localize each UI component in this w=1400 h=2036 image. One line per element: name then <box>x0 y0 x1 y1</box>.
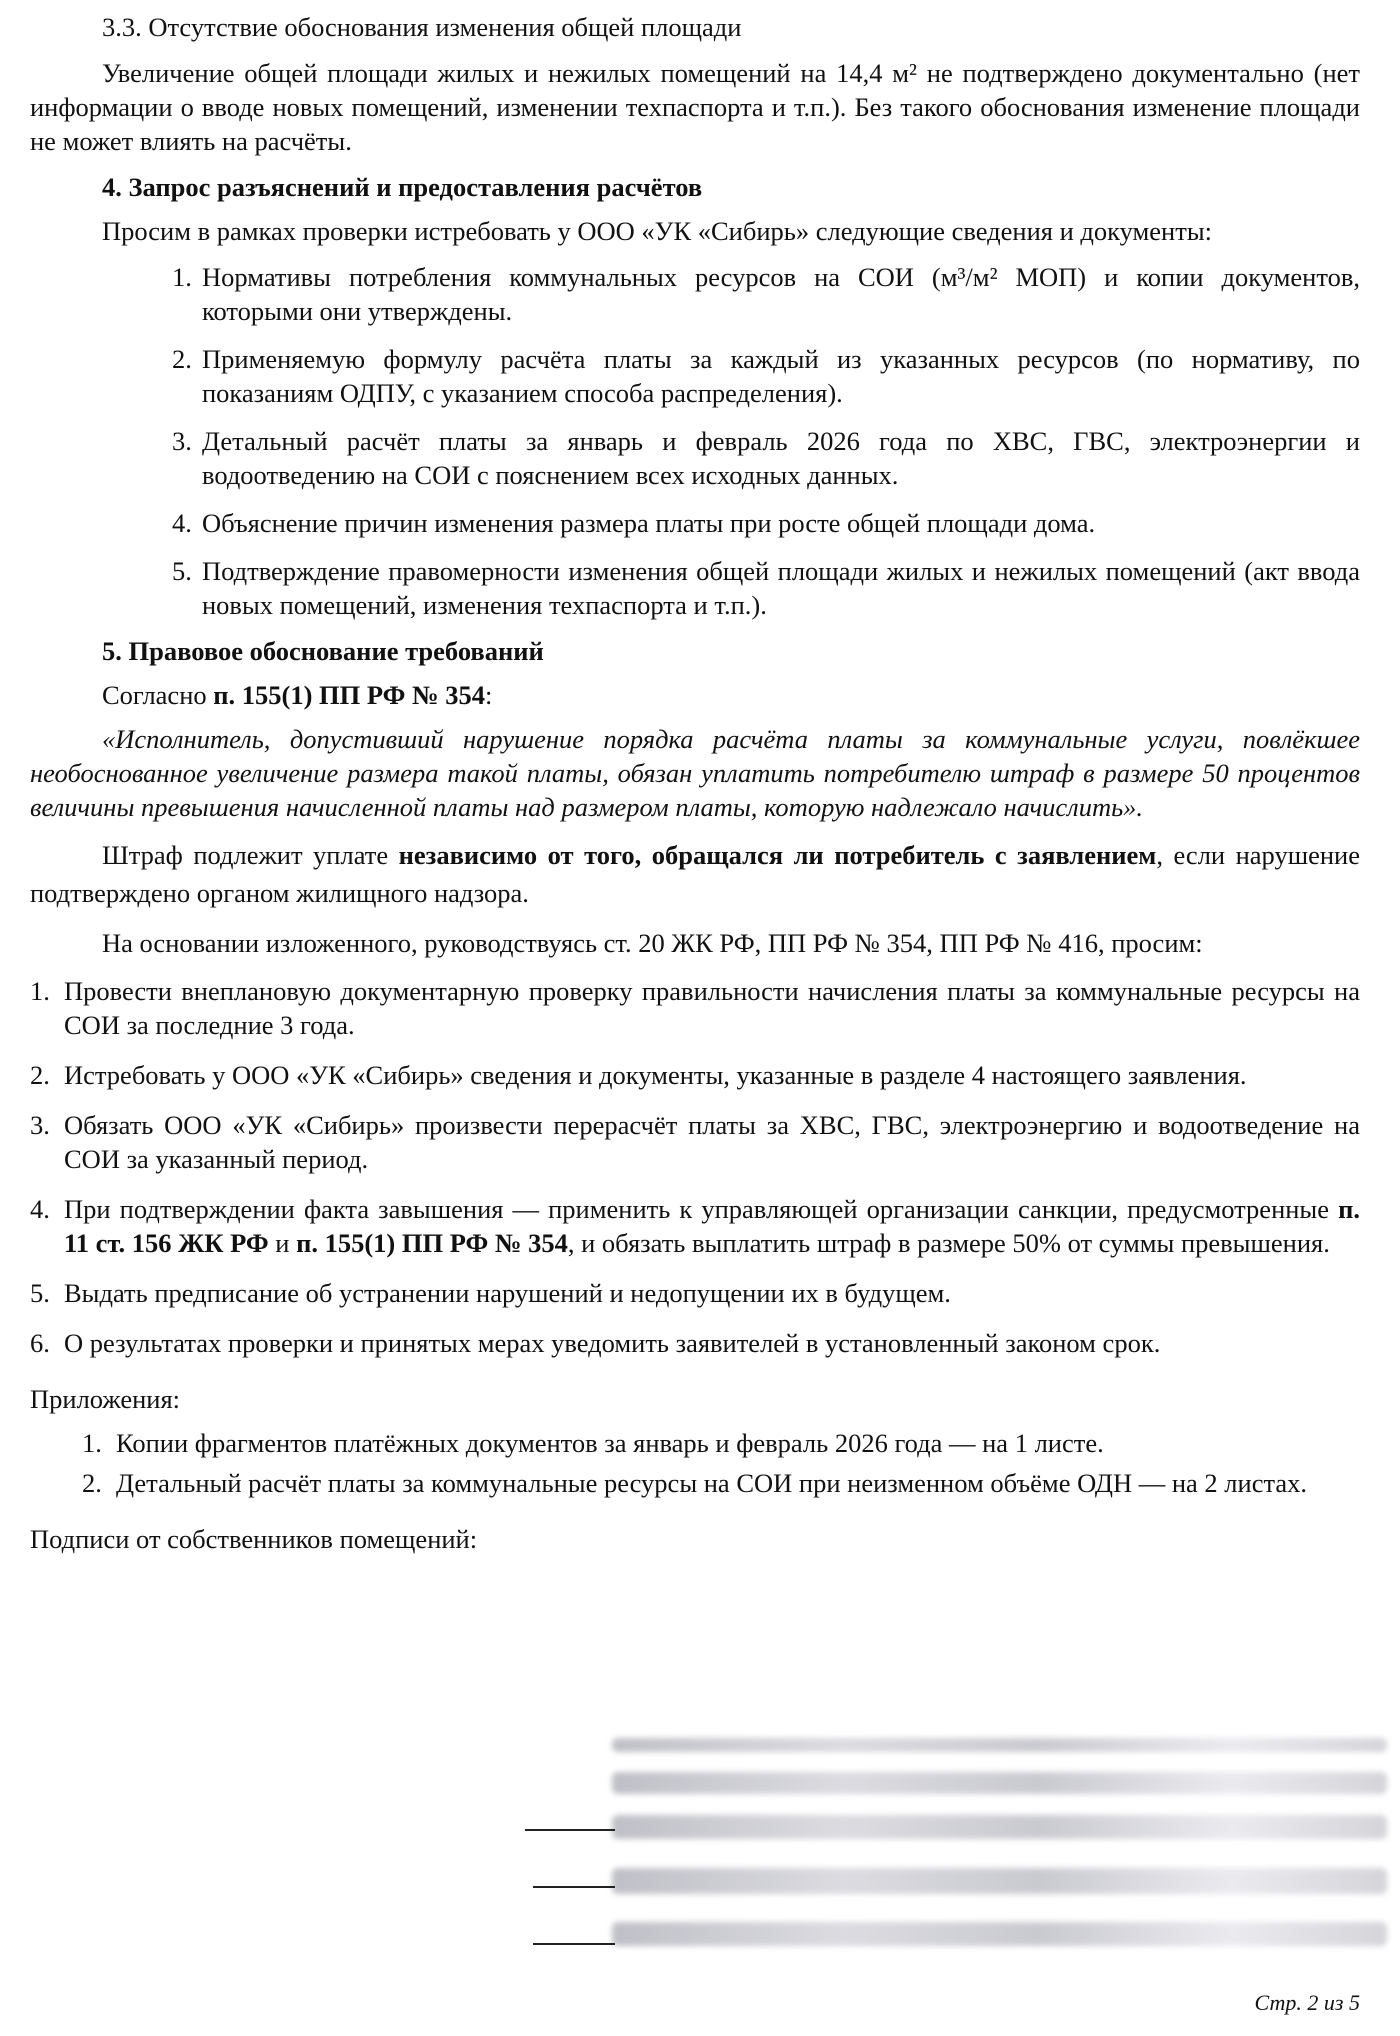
list-item: 5. Выдать предписание об устранении нарушений и недопущении их в будущем. <box>30 1278 951 1308</box>
section-4-list <box>30 260 1360 622</box>
redacted-signature <box>612 1772 1387 1794</box>
list-item: 1. Нормативы потребления коммунальных ресурсов на СОИ (м³/м² МОП) и копии документов, которыми они утверждены. <box>172 262 1360 326</box>
section-3-3-title: 3.3. Отсутствие обоснования изменения общей площади <box>102 12 742 42</box>
list-item: 4. При подтверждении факта завышения — применить к управляющей организации санкции, предусмотренные п. 11 ст. 156 ЖК РФ и п. 155(1) ПП РФ № 354, и обязать выплатить штраф в размере 50% от суммы превышения. <box>30 1194 1360 1258</box>
list-item: 3. Обязать ООО «УК «Сибирь» произвести перерасчёт платы за ХВС, ГВС, электроэнергию и водоотведение на СОИ за указанный период. <box>30 1110 1360 1174</box>
signatures-label: Подписи от собственников помещений: <box>30 1524 478 1554</box>
redacted-signature <box>612 1922 1387 1946</box>
list-item: 2. Применяемую формулу расчёта платы за каждый из указанных ресурсов (по нормативу, по показаниям ОДПУ, с указанием способа распределения). <box>172 344 1360 408</box>
list-item: 3. Детальный расчёт платы за январь и февраль 2026 года по ХВС, ГВС, электроэнергии и водоотведению на СОИ с пояснением всех исходных данных. <box>172 426 1360 490</box>
section-4-intro: Просим в рамках проверки истребовать у ООО «УК «Сибирь» следующие сведения и документы: <box>102 216 1212 246</box>
list-item: 1. Провести внеплановую документарную проверку правильности начисления платы за коммунальные ресурсы на СОИ за последние 3 года. <box>30 976 1360 1040</box>
signature-line <box>525 1829 615 1831</box>
list-item: 5. Подтверждение правомерности изменения общей площади жилых и нежилых помещений (акт ввода новых помещений, изменения техпаспорта и т.п.). <box>172 556 1360 620</box>
request-list <box>30 974 1360 1360</box>
signature-line <box>533 1943 615 1945</box>
request-intro: На основании изложенного, руководствуясь ст. 20 ЖК РФ, ПП РФ № 354, ПП РФ № 416, просим: <box>102 928 1203 958</box>
list-item: 2. Истребовать у ООО «УК «Сибирь» сведения и документы, указанные в разделе 4 настоящего заявления. <box>30 1060 1247 1090</box>
redacted-signature <box>612 1868 1387 1894</box>
section-3-3-text: Увеличение общей площади жилых и нежилых помещений на 14,4 м² не подтверждено документально (нет информации о вводе новых помещений, изменении техпаспорта и т.п.). Без такого обоснования изменение площади не может влиять на расчёты. <box>30 58 1360 156</box>
appendix-title: Приложения: <box>30 1384 181 1414</box>
section-5-heading: 5. Правовое обоснование требований <box>102 636 544 666</box>
fine-paragraph: Штраф подлежит уплате независимо от того, обращался ли потребитель с заявлением, если нарушение подтверждено органом жилищного надзора. <box>30 840 1360 908</box>
signature-line <box>533 1886 615 1888</box>
document-page <box>30 10 1360 1556</box>
appendix-list <box>30 1426 1360 1500</box>
section-5-according: Согласно п. 155(1) ПП РФ № 354: <box>102 680 493 710</box>
page-number: Стр. 2 из 5 <box>1254 1990 1360 2015</box>
redacted-signature <box>612 1815 1387 1839</box>
section-4-heading: 4. Запрос разъяснений и предоставления расчётов <box>102 172 703 202</box>
list-item: 4. Объяснение причин изменения размера платы при росте общей площади дома. <box>172 508 1096 538</box>
redacted-signature <box>612 1738 1387 1752</box>
legal-quote: «Исполнитель, допустивший нарушение порядка расчёта платы за коммунальные услуги, повлёкшее необоснованное увеличение размера такой платы, обязан уплатить потребителю штраф в размере 50 процентов величины превышения начисленной платы над размером платы, которую надлежало начислить». <box>30 724 1360 822</box>
list-item: 1. Копии фрагментов платёжных документов за январь и февраль 2026 года — на 1 листе. <box>82 1428 1104 1458</box>
list-item: 6. О результатах проверки и принятых мерах уведомить заявителей в установленный законом срок. <box>30 1328 1161 1358</box>
list-item: 2. Детальный расчёт платы за коммунальные ресурсы на СОИ при неизменном объёме ОДН — на 2 листах. <box>82 1468 1308 1498</box>
